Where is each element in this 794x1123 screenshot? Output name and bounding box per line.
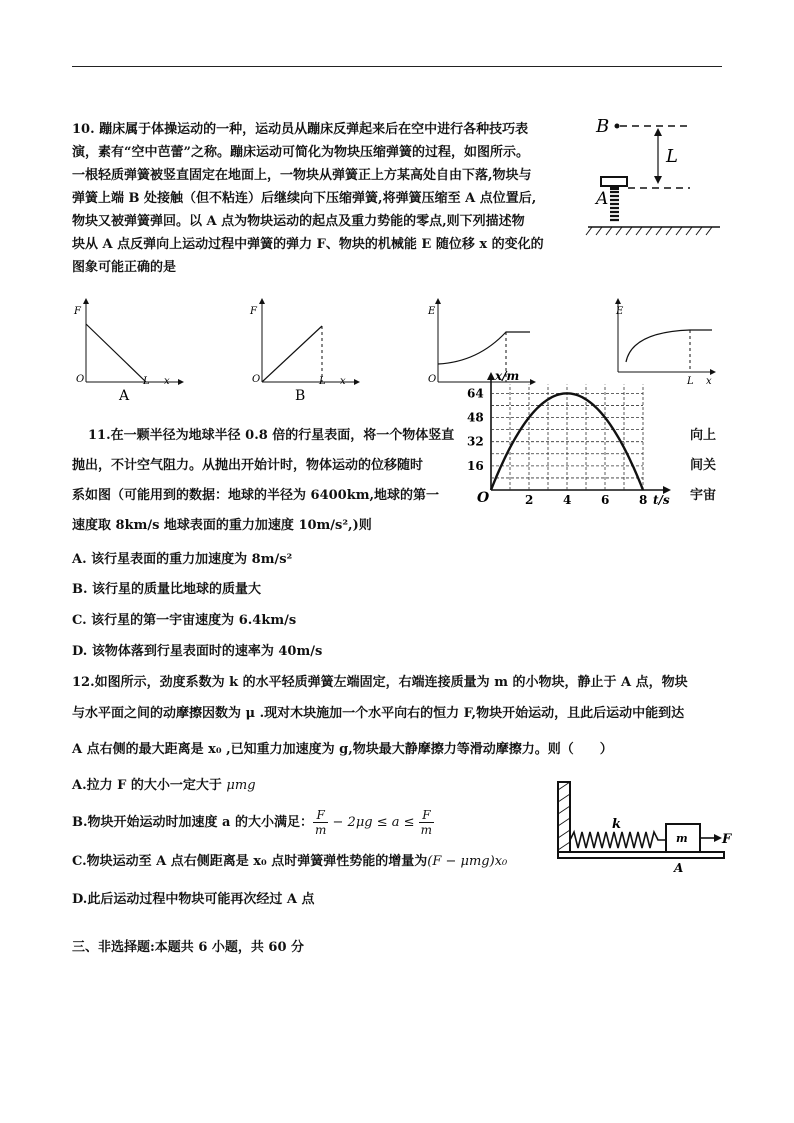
label-l: L bbox=[666, 146, 678, 167]
q10-line-1: 10. 蹦床属于体操运动的一种，运动员从蹦床反弹起来后在空中进行各种技巧表 bbox=[72, 122, 529, 137]
q12-option-a bbox=[72, 774, 256, 797]
q12-option-b-mid: − 2μg ≤ a ≤ bbox=[328, 815, 419, 830]
axis-x: x bbox=[706, 376, 712, 387]
origin: O bbox=[76, 374, 85, 385]
block bbox=[601, 177, 627, 186]
y-arrow-icon bbox=[487, 372, 495, 380]
y-arrow-icon bbox=[259, 298, 265, 304]
q11-line-1: 11.在一颗半径为地球半径 0.8 倍的行星表面，将一个物体竖直 bbox=[88, 428, 455, 443]
label-a: A bbox=[596, 189, 609, 209]
arrow-up-head bbox=[654, 128, 662, 136]
y-tick-label: 32 bbox=[467, 434, 484, 449]
header-rule bbox=[72, 66, 722, 67]
tick-l: L bbox=[143, 376, 150, 387]
y-arrow-icon bbox=[615, 298, 621, 304]
q10-spring-figure bbox=[580, 110, 725, 240]
q11-right-3: 宇宙 bbox=[690, 488, 717, 503]
axis-x: x bbox=[164, 376, 170, 387]
label-f: F bbox=[722, 832, 732, 847]
y-tick-label: 64 bbox=[467, 386, 484, 401]
origin: O bbox=[428, 374, 437, 385]
q11-displacement-chart bbox=[455, 368, 685, 508]
q11-right-2: 间关 bbox=[690, 458, 717, 473]
y-arrow-icon bbox=[83, 298, 89, 304]
q12-option-c-text: C.物块运动至 A 点右侧距离是 x₀ 点时弹簧弹性势能的增量为 bbox=[72, 854, 428, 869]
x-tick-label: 2 bbox=[525, 493, 534, 507]
q12-option-b-text: B.物块开始运动时加速度 a 的大小满足： bbox=[72, 815, 313, 830]
numerator: F bbox=[313, 808, 328, 823]
x-arrow-icon bbox=[178, 379, 184, 385]
label-b: B bbox=[596, 116, 610, 137]
x-axis-label: t/s bbox=[653, 493, 670, 507]
q12-line-3: A 点右侧的最大距离是 x₀ ,已知重力加速度为 g,物块最大静摩擦力等滑动摩擦力。则（ ） bbox=[72, 742, 613, 757]
y-axis-label: x/m bbox=[495, 369, 520, 383]
tick-l: L bbox=[319, 376, 326, 387]
q11-right-1: 向上 bbox=[690, 428, 717, 443]
axis-f: F bbox=[250, 306, 257, 317]
q10-line-3: 一根轻质弹簧被竖直固定在地面上，一物块从弹簧正上方某高处自由下落,物块与 bbox=[72, 168, 532, 183]
option-a-label: A bbox=[119, 388, 130, 404]
y-arrow-icon bbox=[435, 298, 441, 304]
graph-b-line bbox=[262, 326, 322, 382]
tick-labels bbox=[467, 386, 647, 507]
x-tick-label: 6 bbox=[601, 493, 610, 507]
denominator: m bbox=[420, 823, 433, 837]
x-arrow-icon bbox=[354, 379, 360, 385]
graph-a bbox=[66, 296, 186, 404]
q10-line-4: 弹簧上端 B 处接触（但不粘连）后继续向下压缩弹簧,将弹簧压缩至 A 点位置后, bbox=[72, 191, 537, 206]
ground-hatching bbox=[586, 227, 712, 235]
label-m: m bbox=[676, 832, 688, 845]
q11-line-3: 系如图（可能用到的数据：地球的半径为 6400km,地球的第一 bbox=[72, 488, 439, 503]
graph-b bbox=[242, 296, 362, 404]
numerator: F bbox=[419, 808, 434, 823]
y-tick-label: 16 bbox=[467, 458, 484, 473]
x-tick-label: 4 bbox=[563, 493, 572, 507]
q12-option-c bbox=[72, 850, 507, 873]
q11-option-c: C. 该行星的第一宇宙速度为 6.4km/s bbox=[72, 613, 297, 628]
q10-line-7: 图象可能正确的是 bbox=[72, 260, 177, 275]
grid bbox=[491, 385, 643, 490]
q12-option-a-math: μmg bbox=[226, 778, 256, 793]
y-tick-label: 48 bbox=[467, 410, 484, 425]
q10-line-6: 块从 A 点反弹向上运动过程中弹簧的弹力 F、物块的机械能 E 随位移 x 的变化的 bbox=[72, 237, 544, 252]
q12-option-d: D.此后运动过程中物块可能再次经过 A 点 bbox=[72, 892, 315, 907]
x-arrow-icon bbox=[710, 369, 716, 375]
graph-d-curve bbox=[626, 330, 712, 362]
point-b bbox=[615, 124, 620, 129]
axis-x: x bbox=[340, 376, 346, 387]
q12-spring-block-figure bbox=[552, 778, 732, 878]
graph-c-curve bbox=[438, 332, 530, 364]
spring-top-cap bbox=[610, 186, 619, 190]
option-b-label: B bbox=[295, 388, 306, 404]
q12-line-2: 与水平面之间的动摩擦因数为 μ .现对木块施加一个水平向右的恒力 F,物块开始运动，且此后运动中能到达 bbox=[72, 706, 685, 721]
q12-line-1: 12.如图所示，劲度系数为 k 的水平轻质弹簧左端固定，右端连接质量为 m 的小物块，静止于 A 点，物块 bbox=[72, 675, 688, 690]
fraction-f-over-m-1 bbox=[313, 808, 328, 837]
fraction-f-over-m-2 bbox=[419, 808, 434, 837]
spring bbox=[570, 832, 666, 848]
q11-option-a: A. 该行星表面的重力加速度为 8m/s² bbox=[72, 552, 293, 567]
q11-option-b: B. 该行星的质量比地球的质量大 bbox=[72, 582, 262, 597]
axis-e: E bbox=[616, 306, 624, 317]
q11-option-d: D. 该物体落到行星表面时的速率为 40m/s bbox=[72, 644, 323, 659]
q10-line-5: 物块又被弹簧弹回。以 A 点为物块运动的起点及重力势能的零点,则下列描述物 bbox=[72, 214, 525, 229]
graph-a-line bbox=[86, 324, 146, 382]
axis-e: E bbox=[428, 306, 436, 317]
denominator: m bbox=[315, 823, 327, 837]
tick-l: L bbox=[687, 376, 694, 387]
label-a: A bbox=[674, 861, 684, 875]
q12-option-b bbox=[72, 808, 434, 837]
origin-label: O bbox=[477, 490, 490, 506]
x-tick-label: 8 bbox=[639, 493, 648, 507]
q11-line-4: 速度取 8km/s 地球表面的重力加速度 10m/s²,)则 bbox=[72, 518, 372, 533]
origin: O bbox=[252, 374, 261, 385]
force-arrow-head bbox=[714, 834, 722, 842]
q12-option-a-text: A.拉力 F 的大小一定大于 bbox=[72, 778, 227, 793]
spring-coils bbox=[610, 192, 619, 220]
section-3-heading: 三、非选择题:本题共 6 小题，共 60 分 bbox=[72, 940, 305, 955]
q10-line-2: 演，素有“空中芭蕾”之称。蹦床运动可简化为物块压缩弹簧的过程，如图所示。 bbox=[72, 145, 529, 160]
arrow-down-head bbox=[654, 176, 662, 184]
q11-line-2: 抛出，不计空气阻力。从抛出开始计时，物体运动的位移随时 bbox=[72, 458, 424, 473]
label-k: k bbox=[612, 817, 622, 832]
q12-option-c-math: (F − μmg)x₀ bbox=[427, 854, 508, 869]
axis-f: F bbox=[74, 306, 81, 317]
